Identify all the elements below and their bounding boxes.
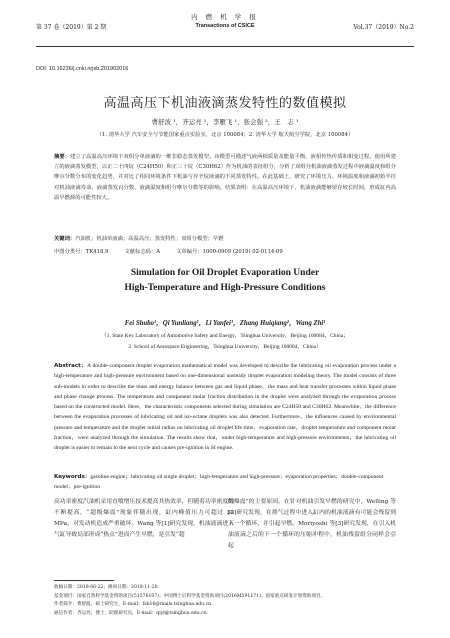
- volume-issue-cn: 第 37 卷（2019）第 2 期: [36, 24, 107, 31]
- abstract-en-label: Abstract：: [54, 363, 88, 369]
- journal-name-en: Transactions of CSICE: [195, 23, 255, 29]
- title-en-line1: Simulation for Oil Droplet Evaporation Under: [130, 268, 320, 278]
- header-divider: [36, 46, 414, 47]
- keywords-en-text: gasoline engine；lubricating oil single droplet；high-temperature and high-pressure；evaporation properties；double-component model；pre-ignition: [54, 474, 384, 491]
- keywords-cn-label: 关键词：: [54, 236, 76, 242]
- affiliation-en-2: 2. School of Aerospace Engineering，Tsinghua University，Beijing 100084，China）: [128, 344, 322, 350]
- title-cn: 高温高压下机油液滴蒸发特性的数值模拟: [103, 96, 347, 111]
- clc-number: 中图分类号：TK418.9: [54, 249, 109, 255]
- article-number: 文章编号：1000-0909 (2019) 02-0114-09: [176, 249, 283, 255]
- abstract-cn-label: 摘要：: [54, 154, 71, 160]
- keywords-cn-text: 汽油机；机油单液滴；高温高压；蒸发特性；双组分模型；早燃: [75, 236, 224, 242]
- footnote-corresponding: 通信作者：齐运亮，博士，助理研究员，E-mail：qiyl@tsinghua.edu.cn.: [54, 610, 209, 616]
- affiliations-cn: （1. 清华大学 汽车安全与节能国家重点实验室，北京 100084；2. 清华大学 航天航空学院，北京 100084）: [96, 132, 354, 138]
- journal-name-cn: 内 燃 机 学 报: [191, 13, 259, 21]
- footnote-received: 收稿日期：2018-06-22；修回日期：2018-11-20.: [54, 585, 159, 590]
- running-header: [36, 8, 414, 46]
- footnote-author: 作者简介：费舒波，硕士研究生，E-mail：fsb16@mails.tsinghua.edu.cn.: [54, 602, 213, 608]
- body-column-right: 级爆震”的主要原因。在针对机油引发早燃的研究中，Welling 等[2]研究发现，在排气过程中进入缸内的机油液滴有可能会残留到下一个循环，并引起早燃。Moriyoshi 等[3]研究发现，在引入机油液滴之后的下一个循环的压缩冲程中，机油残留组分同样会引起: [228, 499, 396, 549]
- footnotes: [54, 584, 414, 618]
- doi: DOI: 10.16236/j.cnki.nrjxb.201902016: [36, 66, 129, 72]
- document-code: 文献标志码：A: [124, 249, 161, 255]
- volume-issue-en: Vol.37（2019）No.2: [353, 24, 414, 31]
- title-en-line2: High-Temperature and High-Pressure Conditions: [124, 283, 326, 293]
- keywords-en-label: Keywords：: [54, 474, 91, 480]
- footnote-divider: [54, 580, 114, 581]
- title-en: [0, 266, 450, 296]
- abstract-en-text: A double-component droplet evaporation mathematical model was developed to describe the lubricating oil evaporation process under a high-temperature and high-pressure environment based on one-dimensional unsteady droplet evaporation modeling theory. The model consists of three sub-models in order to describe the mass and energy balance between gas and liquid phase，the mass and heat transfer processes within liquid phase and phase change process. The temperature and component molar fraction distribution in the droplet were analyzed through the evaporation process based on the constructed model. Here，the characteristic components selected during simulation are C24H50 and C30H62. Meanwhile，the difference between the evaporation processes of lubricating oil and iso-octane droplets was also detected. Furthermore，the influences caused by environmental pressure and temperature and the droplet initial radius on lubricating oil droplet life time，evaporation rate，droplet temperature and component molar fraction，were analyzed through the simulation. The results show that，under high-temperature and high-pressure environments，the lubricating oil droplet is easier to remain to the next cycle and causes pre-ignition in SI engine.: [54, 363, 396, 452]
- abstract-cn: [54, 152, 396, 203]
- keywords-en: [54, 472, 396, 493]
- abstract-en: [54, 361, 396, 454]
- authors-en: Fei Shubo¹，Qi Yunliang¹，Li Yanfei¹，Zhang Huiqiang²，Wang Zhi¹: [124, 320, 326, 327]
- body-column-left: 高功率密度汽油机采用直喷增压技术提高其热效率，但随着功率密度的不断提高，“超级爆震”现象伴随出现，缸内峰值压力可超过 30 MPa，对发动机造成严重破坏。Wang 等[1]研究发现，机油液滴进入气缸导致局部形成“热点”进而产生早燃，是引发“超: [54, 499, 234, 538]
- abstract-cn-text: 建立了高温高压环境下双组分单液滴的一维非稳态蒸发模型。该模型可描述气液两相质量及能量平衡、液相传热传质和相变过程。使用所建立的液滴蒸发模型，以正二十四烷（C24H50）和正三十烷（C30H62）作为机油的表征组分，分析了双组分机油液滴蒸发过程中液滴温度和组分摩尔分数分布的变化趋势，并对比了相同环境条件下机油与异辛烷液滴的不同蒸发特性。在此基础上，研究了环境压力、环境温度和液滴初始半径对机油液滴寿命、液滴蒸发百分数、液滴温度和组分摩尔分数等的影响。结果表明：在高温高压环境下，机油液滴能够留存较长时间，形成缸内高温早燃源的可能性较大。: [54, 154, 396, 201]
- affiliations-en: [0, 331, 450, 353]
- keywords-cn: [54, 234, 396, 242]
- footnote-funding: 基金项目：国家自然科学基金资助项目(51576107)；中国博士后科学基金资助项目(2016M591171)；国家重点研发计划资助项目。: [54, 593, 326, 599]
- affiliation-en-1: （1. State Key Laboratory of Automotive Safety and Energy，Tsinghua University，Beijing 100084，China；: [101, 333, 349, 339]
- authors-cn: 曹舒波 ¹，齐运亮 ¹，李雁飞 ¹，张会强 ²，王 志 ¹: [151, 118, 299, 126]
- article-metadata-cn: [54, 247, 396, 255]
